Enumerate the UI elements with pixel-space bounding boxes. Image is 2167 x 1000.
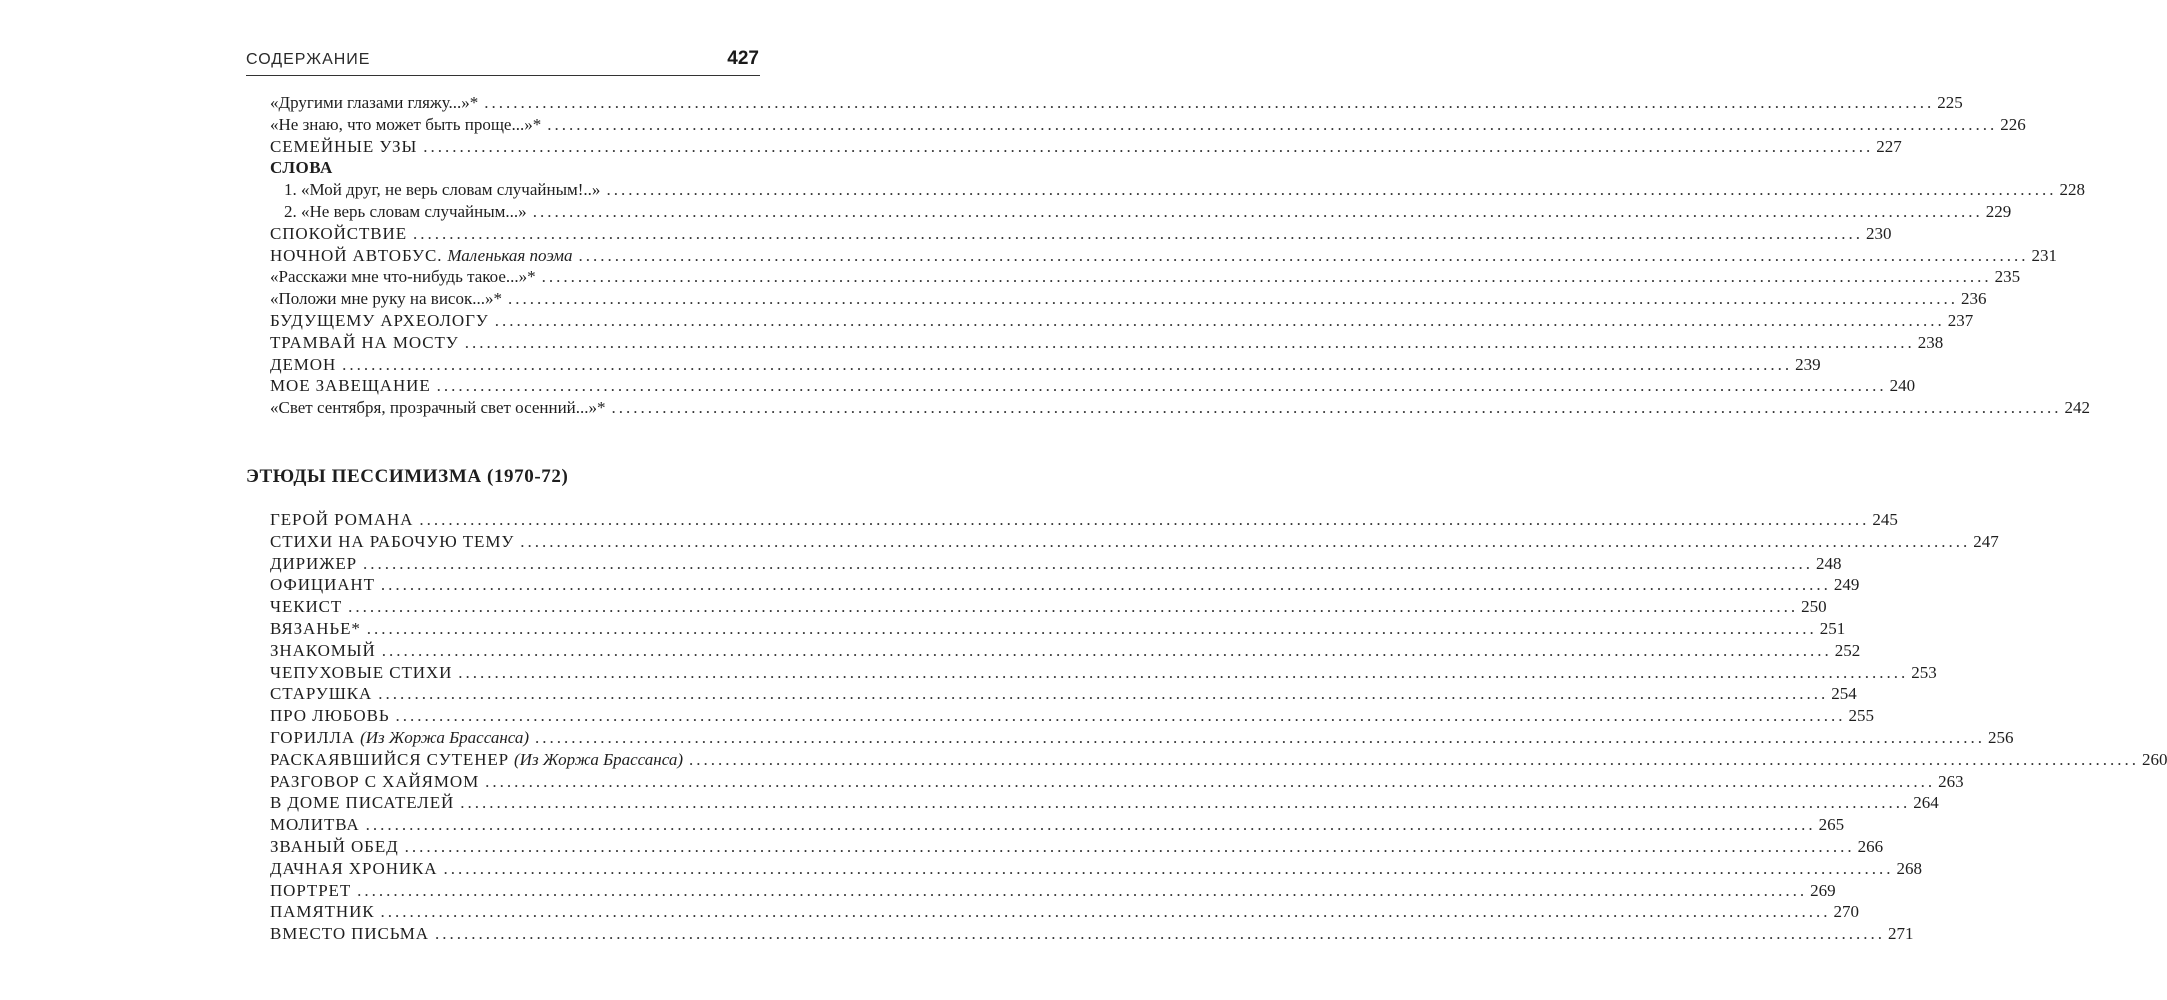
dot-leader: ........................................................................................................................................................................................................ xyxy=(507,289,1958,309)
toc-entry-page: 237 xyxy=(1947,310,1974,330)
toc-entry xyxy=(270,553,1842,575)
dot-leader: ........................................................................................................................................................................................................ xyxy=(532,201,1983,221)
toc-entry-title: ОФИЦИАНТ xyxy=(270,575,375,595)
toc-entry xyxy=(270,223,1892,245)
toc-entry-title: БУДУЩЕМУ АРХЕОЛОГУ xyxy=(270,310,489,330)
toc-entry xyxy=(270,923,1914,945)
toc-entry xyxy=(270,266,2021,288)
toc-entry-page: 252 xyxy=(1834,640,1861,660)
dot-leader: ........................................................................................................................................................................................................ xyxy=(688,749,2139,769)
toc-entry-page: 238 xyxy=(1917,332,1944,352)
dot-leader: ........................................................................................................................................................................................................ xyxy=(436,376,1887,396)
dot-leader: ........................................................................................................................................................................................................ xyxy=(535,727,1986,747)
toc-entry-page: 230 xyxy=(1866,223,1892,243)
toc-entry-page: 255 xyxy=(1848,706,1874,726)
dot-leader: ........................................................................................................................................................................................................ xyxy=(485,771,1936,791)
toc-entry-title: ДЕМОН xyxy=(270,354,337,374)
toc-entry-page: 264 xyxy=(1913,793,1939,813)
dot-leader: ........................................................................................................................................................................................................ xyxy=(443,858,1894,878)
toc-entry xyxy=(270,727,2014,749)
dot-leader: ........................................................................................................................................................................................................ xyxy=(494,310,1945,330)
dot-leader: ........................................................................................................................................................................................................ xyxy=(348,597,1799,617)
toc-entry xyxy=(270,574,1860,596)
toc-entry xyxy=(270,858,1922,880)
toc-entry-title: ГЕРОЙ РОМАНА xyxy=(270,510,414,529)
dot-leader: ........................................................................................................................................................................................................ xyxy=(362,553,1813,573)
toc-entry-page: 239 xyxy=(1795,354,1821,374)
toc-entry-subtitle: (Из Жоржа Брассанса) xyxy=(360,727,530,747)
toc-entry-title: ЧЕПУХОВЫЕ СТИХИ xyxy=(270,662,453,682)
dot-leader: ........................................................................................................................................................................................................ xyxy=(606,180,2057,200)
toc-entry-page: 268 xyxy=(1896,858,1922,878)
dot-leader: ........................................................................................................................................................................................................ xyxy=(395,706,1846,726)
toc-entry-title: 2. «Не верь словам случайным...» xyxy=(284,201,527,221)
toc-entry xyxy=(270,531,1999,553)
toc-entry-page: 228 xyxy=(2059,180,2085,200)
toc-entry-page: 227 xyxy=(1876,136,1902,156)
toc-entry-page: 265 xyxy=(1818,815,1845,835)
toc-entry xyxy=(270,201,2012,223)
dot-leader: ........................................................................................................................................................................................................ xyxy=(380,902,1831,922)
toc-entry xyxy=(270,509,1898,531)
toc-entry-subtitle: (Из Жоржа Брассанса) xyxy=(514,749,683,769)
page-number: 427 xyxy=(727,48,759,69)
toc-entry xyxy=(270,640,1861,662)
dot-leader: ........................................................................................................................................................................................................ xyxy=(419,510,1870,529)
toc-entry-page: 266 xyxy=(1857,836,1884,856)
dot-leader: ........................................................................................................................................................................................................ xyxy=(423,136,1874,156)
toc-entry-page: 248 xyxy=(1815,553,1842,573)
toc-entry-title: В ДОМЕ ПИСАТЕЛЕЙ xyxy=(270,793,455,813)
toc-entry xyxy=(270,836,1884,858)
toc-entry xyxy=(270,901,1859,923)
toc-entry xyxy=(270,332,1944,354)
toc-entry-page: 229 xyxy=(1985,201,2012,221)
toc-entry-title: СТИХИ НА РАБОЧУЮ ТЕМУ xyxy=(270,531,515,551)
running-head xyxy=(246,48,759,70)
toc-entry-subtitle: Маленькая поэма xyxy=(447,245,573,265)
toc-entry-page: 226 xyxy=(2000,114,2026,134)
toc-entry-page: 249 xyxy=(1833,575,1860,595)
dot-leader: ........................................................................................................................................................................................................ xyxy=(460,793,1911,813)
toc-entry xyxy=(270,814,1845,836)
toc-entry xyxy=(270,705,1874,727)
toc-entry-title: ТРАМВАЙ НА МОСТУ xyxy=(270,332,459,352)
dot-leader: ........................................................................................................................................................................................................ xyxy=(413,223,1863,243)
toc-entry-title: ДАЧНАЯ ХРОНИКА xyxy=(270,858,438,878)
dot-leader: ........................................................................................................................................................................................................ xyxy=(578,245,2029,265)
toc-entry xyxy=(270,354,1821,376)
dot-leader: ........................................................................................................................................................................................................ xyxy=(520,531,1971,551)
toc-entry xyxy=(270,92,1963,114)
toc-entry-page: 225 xyxy=(1937,93,1963,112)
toc-entry-title: РАСКАЯВШИЙСЯ СУТЕНЕР xyxy=(270,749,510,769)
toc-entry-title: ПРО ЛЮБОВЬ xyxy=(270,706,390,726)
toc-entry-title: «Свет сентября, прозрачный свет осенний...»* xyxy=(270,398,606,418)
dot-leader: ........................................................................................................................................................................................................ xyxy=(378,684,1829,704)
toc-entry-title: ЗНАКОМЫЙ xyxy=(270,640,376,660)
toc-entry xyxy=(270,179,2085,201)
toc-entry xyxy=(270,880,1836,902)
toc-entry xyxy=(270,792,1939,814)
header-rule xyxy=(246,75,760,76)
toc-entry-title: РАЗГОВОР С ХАЙЯМОМ xyxy=(270,771,480,791)
toc-entry-page: 242 xyxy=(2064,398,2091,418)
toc-entry-title: МОЕ ЗАВЕЩАНИЕ xyxy=(270,376,431,396)
toc-entry-page: 236 xyxy=(1960,289,1987,309)
dot-leader: ........................................................................................................................................................................................................ xyxy=(404,836,1855,856)
toc-entry xyxy=(270,683,1857,705)
toc-entry-title: СПОКОЙСТВИЕ xyxy=(270,223,407,243)
toc-entry-page: 260 xyxy=(2141,749,2167,769)
toc-entry-page: 270 xyxy=(1833,902,1859,922)
toc-entry-title: ПАМЯТНИК xyxy=(270,902,375,922)
toc-entry xyxy=(270,662,1937,684)
toc-entry-title: СТАРУШКА xyxy=(270,684,373,704)
toc-entry-page: 269 xyxy=(1810,880,1836,900)
toc-entry-title: «Расскажи мне что-нибудь такое...»* xyxy=(270,267,536,287)
toc-entry-page: 245 xyxy=(1872,510,1898,529)
toc-entry xyxy=(270,136,1902,158)
toc-entry-page: 271 xyxy=(1887,924,1914,944)
toc-entry-page: 253 xyxy=(1911,662,1937,682)
toc-entry-page: 254 xyxy=(1831,684,1857,704)
dot-leader: ........................................................................................................................................................................................................ xyxy=(484,93,1935,112)
toc-entry-title: ЧЕКИСТ xyxy=(270,597,343,617)
toc-entry xyxy=(270,288,1987,310)
toc-entry xyxy=(270,749,2167,771)
toc-entry-title: «Положи мне руку на висок...»* xyxy=(270,289,502,309)
dot-leader: ........................................................................................................................................................................................................ xyxy=(547,114,1998,134)
toc-entry-title: 1. «Мой друг, не верь словам случайным!..» xyxy=(284,180,601,200)
toc-entry xyxy=(270,618,1846,640)
toc-entry-page: 231 xyxy=(2031,245,2058,265)
section-heading: ЭТЮДЫ ПЕССИМИЗМА (1970-72) xyxy=(246,466,569,487)
toc-entry-title: ПОРТРЕТ xyxy=(270,880,352,900)
toc-entry xyxy=(270,310,1974,332)
toc-entry-page: 240 xyxy=(1889,376,1916,396)
toc-entry xyxy=(270,245,2058,267)
toc-entry-title: ГОРИЛЛА xyxy=(270,727,356,747)
toc-entry-title: ДИРИЖЕР xyxy=(270,553,357,573)
dot-leader: ........................................................................................................................................................................................................ xyxy=(357,880,1808,900)
toc-entry-page: 235 xyxy=(1994,267,2021,287)
dot-leader: ........................................................................................................................................................................................................ xyxy=(458,662,1909,682)
dot-leader: ........................................................................................................................................................................................................ xyxy=(541,267,1992,287)
toc-entry-title: МОЛИТВА xyxy=(270,815,360,835)
toc-entry-title: ЗВАНЫЙ ОБЕД xyxy=(270,836,399,856)
toc-entry-title: «Другими глазами гляжу...»* xyxy=(270,93,479,112)
toc-entry-title: «Не знаю, что может быть проще...»* xyxy=(270,114,542,134)
dot-leader: ........................................................................................................................................................................................................ xyxy=(434,924,1885,944)
dot-leader: ........................................................................................................................................................................................................ xyxy=(464,332,1915,352)
dot-leader: ........................................................................................................................................................................................................ xyxy=(611,398,2062,418)
toc-entry-title: СЕМЕЙНЫЕ УЗЫ xyxy=(270,136,418,156)
toc-entry xyxy=(270,375,1916,397)
dot-leader: ........................................................................................................................................................................................................ xyxy=(365,815,1816,835)
toc-entry-title: СЛОВА xyxy=(270,158,333,178)
dot-leader: ........................................................................................................................................................................................................ xyxy=(381,640,1832,660)
toc-entry-title: ВМЕСТО ПИСЬМА xyxy=(270,924,429,944)
running-head-title: СОДЕРЖАНИЕ xyxy=(246,51,371,68)
toc-entry xyxy=(270,596,1827,618)
toc-entry-title: НОЧНОЙ АВТОБУС. xyxy=(270,245,443,265)
dot-leader: ........................................................................................................................................................................................................ xyxy=(342,354,1793,374)
toc-list-bottom xyxy=(270,509,2167,945)
dot-leader: ........................................................................................................................................................................................................ xyxy=(366,618,1817,638)
toc-entry xyxy=(270,114,2026,136)
toc-group-heading xyxy=(270,157,760,179)
toc-entry-page: 250 xyxy=(1801,597,1827,617)
toc-entry xyxy=(270,397,2091,419)
toc-entry xyxy=(270,771,1964,793)
toc-entry-page: 247 xyxy=(1973,531,1999,551)
toc-entry-page: 263 xyxy=(1938,771,1964,791)
dot-leader: ........................................................................................................................................................................................................ xyxy=(380,575,1831,595)
toc-entry-page: 251 xyxy=(1819,618,1846,638)
toc-entry-page: 256 xyxy=(1988,727,2014,747)
toc-entry-title: ВЯЗАНЬЕ* xyxy=(270,618,361,638)
toc-list-top xyxy=(270,92,2091,419)
